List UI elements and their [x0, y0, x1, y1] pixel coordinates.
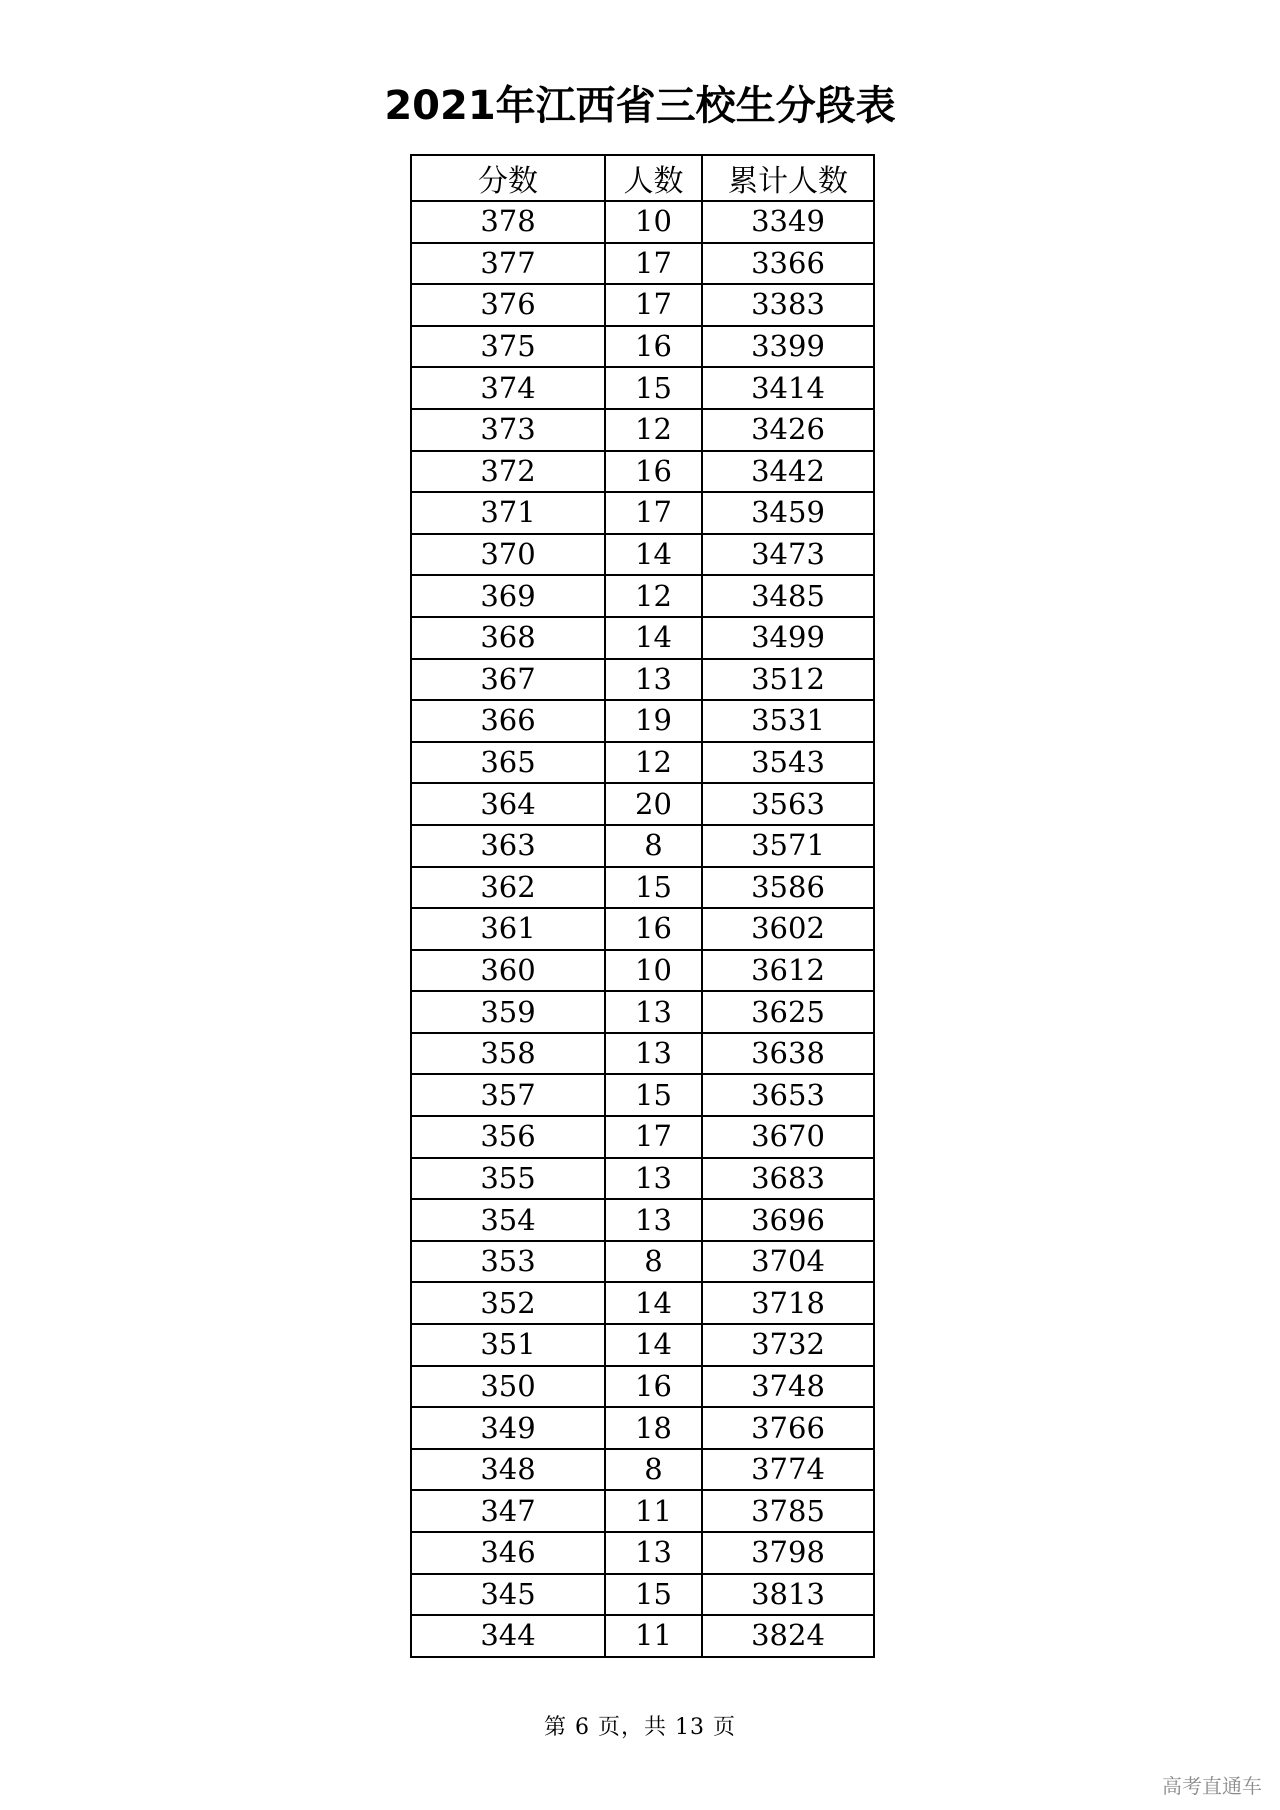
score-cell: 359 [411, 991, 605, 1033]
score-cell: 366 [411, 700, 605, 742]
cumulative-cell: 3824 [702, 1615, 874, 1657]
count-cell: 15 [605, 1074, 702, 1116]
count-cell: 11 [605, 1490, 702, 1532]
cumulative-cell: 3349 [702, 201, 874, 243]
score-cell: 348 [411, 1449, 605, 1491]
score-cell: 377 [411, 243, 605, 285]
table-row [411, 243, 874, 285]
cumulative-cell: 3748 [702, 1366, 874, 1408]
score-cell: 376 [411, 284, 605, 326]
score-cell: 360 [411, 950, 605, 992]
count-cell: 17 [605, 492, 702, 534]
cumulative-cell: 3473 [702, 534, 874, 576]
table-row [411, 617, 874, 659]
page-footer: 第 6 页，共 13 页 [544, 1715, 736, 1740]
table-row [411, 1490, 874, 1532]
table-row [411, 367, 874, 409]
cumulative-cell: 3612 [702, 950, 874, 992]
table-row [411, 1615, 874, 1657]
table-body [411, 201, 874, 1657]
cumulative-cell: 3414 [702, 367, 874, 409]
table-row [411, 825, 874, 867]
score-cell: 345 [411, 1574, 605, 1616]
count-cell: 17 [605, 243, 702, 285]
count-cell: 14 [605, 534, 702, 576]
score-cell: 352 [411, 1282, 605, 1324]
count-cell: 8 [605, 1241, 702, 1283]
cumulative-cell: 3543 [702, 742, 874, 784]
table-row [411, 1449, 874, 1491]
cumulative-cell: 3625 [702, 991, 874, 1033]
table-row [411, 1116, 874, 1158]
table-row [411, 991, 874, 1033]
count-cell: 10 [605, 950, 702, 992]
score-cell: 363 [411, 825, 605, 867]
table-row [411, 783, 874, 825]
cumulative-cell: 3732 [702, 1324, 874, 1366]
count-cell: 14 [605, 1282, 702, 1324]
count-cell: 16 [605, 1366, 702, 1408]
score-cell: 350 [411, 1366, 605, 1408]
score-cell: 349 [411, 1407, 605, 1449]
cumulative-cell: 3696 [702, 1199, 874, 1241]
cumulative-cell: 3571 [702, 825, 874, 867]
count-cell: 17 [605, 1116, 702, 1158]
score-cell: 346 [411, 1532, 605, 1574]
header-count: 人数 [605, 155, 702, 201]
cumulative-cell: 3366 [702, 243, 874, 285]
table-row [411, 451, 874, 493]
cumulative-cell: 3683 [702, 1158, 874, 1200]
score-cell: 355 [411, 1158, 605, 1200]
score-cell: 368 [411, 617, 605, 659]
score-cell: 367 [411, 659, 605, 701]
cumulative-cell: 3383 [702, 284, 874, 326]
table-row [411, 700, 874, 742]
score-cell: 347 [411, 1490, 605, 1532]
table-row [411, 1199, 874, 1241]
count-cell: 12 [605, 409, 702, 451]
table-row [411, 1407, 874, 1449]
cumulative-cell: 3563 [702, 783, 874, 825]
table-row [411, 1282, 874, 1324]
table-row [411, 1158, 874, 1200]
cumulative-cell: 3638 [702, 1033, 874, 1075]
count-cell: 15 [605, 1574, 702, 1616]
table-row [411, 284, 874, 326]
score-cell: 344 [411, 1615, 605, 1657]
count-cell: 10 [605, 201, 702, 243]
count-cell: 16 [605, 326, 702, 368]
header-cumulative: 累计人数 [702, 155, 874, 201]
count-cell: 14 [605, 617, 702, 659]
table-row [411, 742, 874, 784]
cumulative-cell: 3459 [702, 492, 874, 534]
table-row [411, 908, 874, 950]
table-row [411, 1574, 874, 1616]
table-row [411, 1033, 874, 1075]
cumulative-cell: 3785 [702, 1490, 874, 1532]
cumulative-cell: 3426 [702, 409, 874, 451]
count-cell: 13 [605, 1158, 702, 1200]
table-row [411, 659, 874, 701]
cumulative-cell: 3670 [702, 1116, 874, 1158]
count-cell: 14 [605, 1324, 702, 1366]
count-cell: 16 [605, 451, 702, 493]
count-cell: 13 [605, 1033, 702, 1075]
score-cell: 372 [411, 451, 605, 493]
count-cell: 13 [605, 1532, 702, 1574]
score-cell: 357 [411, 1074, 605, 1116]
watermark-logo: 高考直通车 [1162, 1774, 1262, 1798]
count-cell: 12 [605, 742, 702, 784]
score-cell: 378 [411, 201, 605, 243]
table-row [411, 1532, 874, 1574]
score-cell: 351 [411, 1324, 605, 1366]
table-row [411, 1324, 874, 1366]
table-row [411, 575, 874, 617]
count-cell: 20 [605, 783, 702, 825]
score-distribution-table [410, 154, 875, 1658]
cumulative-cell: 3766 [702, 1407, 874, 1449]
table-header-row [411, 155, 874, 201]
score-cell: 358 [411, 1033, 605, 1075]
cumulative-cell: 3399 [702, 326, 874, 368]
score-cell: 369 [411, 575, 605, 617]
cumulative-cell: 3798 [702, 1532, 874, 1574]
table-row [411, 409, 874, 451]
count-cell: 18 [605, 1407, 702, 1449]
page-title: 2021年江西省三校生分段表 [384, 83, 896, 129]
count-cell: 13 [605, 1199, 702, 1241]
table-row [411, 867, 874, 909]
score-cell: 356 [411, 1116, 605, 1158]
count-cell: 12 [605, 575, 702, 617]
count-cell: 8 [605, 825, 702, 867]
table-row [411, 1241, 874, 1283]
cumulative-cell: 3512 [702, 659, 874, 701]
table-row [411, 950, 874, 992]
cumulative-cell: 3485 [702, 575, 874, 617]
cumulative-cell: 3442 [702, 451, 874, 493]
score-cell: 361 [411, 908, 605, 950]
cumulative-cell: 3704 [702, 1241, 874, 1283]
cumulative-cell: 3813 [702, 1574, 874, 1616]
score-cell: 374 [411, 367, 605, 409]
header-score: 分数 [411, 155, 605, 201]
count-cell: 15 [605, 867, 702, 909]
cumulative-cell: 3499 [702, 617, 874, 659]
score-cell: 370 [411, 534, 605, 576]
cumulative-cell: 3602 [702, 908, 874, 950]
table-row [411, 1366, 874, 1408]
count-cell: 17 [605, 284, 702, 326]
count-cell: 16 [605, 908, 702, 950]
score-cell: 373 [411, 409, 605, 451]
score-cell: 354 [411, 1199, 605, 1241]
count-cell: 13 [605, 991, 702, 1033]
cumulative-cell: 3586 [702, 867, 874, 909]
count-cell: 19 [605, 700, 702, 742]
cumulative-cell: 3718 [702, 1282, 874, 1324]
table-row [411, 1074, 874, 1116]
score-cell: 362 [411, 867, 605, 909]
table-row [411, 492, 874, 534]
cumulative-cell: 3531 [702, 700, 874, 742]
score-cell: 371 [411, 492, 605, 534]
table-row [411, 326, 874, 368]
count-cell: 15 [605, 367, 702, 409]
cumulative-cell: 3653 [702, 1074, 874, 1116]
count-cell: 8 [605, 1449, 702, 1491]
score-cell: 375 [411, 326, 605, 368]
score-cell: 353 [411, 1241, 605, 1283]
count-cell: 13 [605, 659, 702, 701]
score-cell: 365 [411, 742, 605, 784]
score-cell: 364 [411, 783, 605, 825]
count-cell: 11 [605, 1615, 702, 1657]
table-row [411, 201, 874, 243]
table-row [411, 534, 874, 576]
cumulative-cell: 3774 [702, 1449, 874, 1491]
